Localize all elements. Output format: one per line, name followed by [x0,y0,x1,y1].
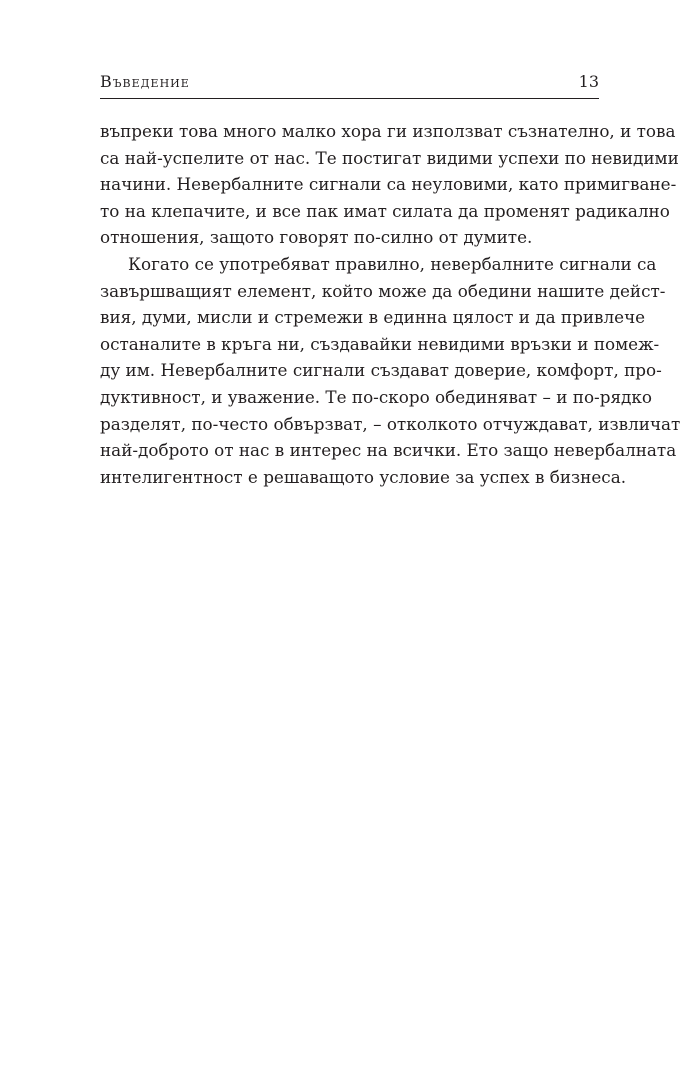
text-line: то на клепачите, и все пак имат силата да променят радикално [100,200,670,221]
text-line: останалите в кръга ни, създавайки невидими връзки и помеж- [100,333,660,354]
section-title: Въведение [100,72,190,91]
paragraph [100,118,679,251]
text-line: Когато се употребяват правилно, невербалните сигнали са [128,253,657,274]
text-line: най-доброто от нас в интерес на всички. Ето защо невербалната [100,440,677,461]
running-header [100,72,599,99]
text-line: завършващият елемент, който може да обедини нашите дейст- [100,280,666,301]
page-number: 13 [578,72,599,91]
text-line: отношения, защото говорят по-силно от думите. [100,227,533,248]
text-line: вия, думи, мисли и стремежи в единна цялост и да привлече [100,307,646,328]
text-line: са най-успелите от нас. Те постигат видими успехи по невидими [100,147,679,168]
text-line: начини. Невербалните сигнали са неуловими, като примигване- [100,174,677,195]
paragraph [100,251,681,490]
text-line: разделят, по-често обвързват, – отколкото отчуждават, извличат [100,413,681,434]
body-text [100,118,681,490]
text-line: ду им. Невербалните сигнали създават доверие, комфорт, про- [100,360,662,381]
text-line: въпреки това много малко хора ги използват съзнателно, и това [100,121,676,141]
text-line: дуктивност, и уважение. Те по-скоро обединяват – и по-рядко [100,386,652,407]
text-line: интелигентност е решаващото условие за успех в бизнеса. [100,466,627,487]
